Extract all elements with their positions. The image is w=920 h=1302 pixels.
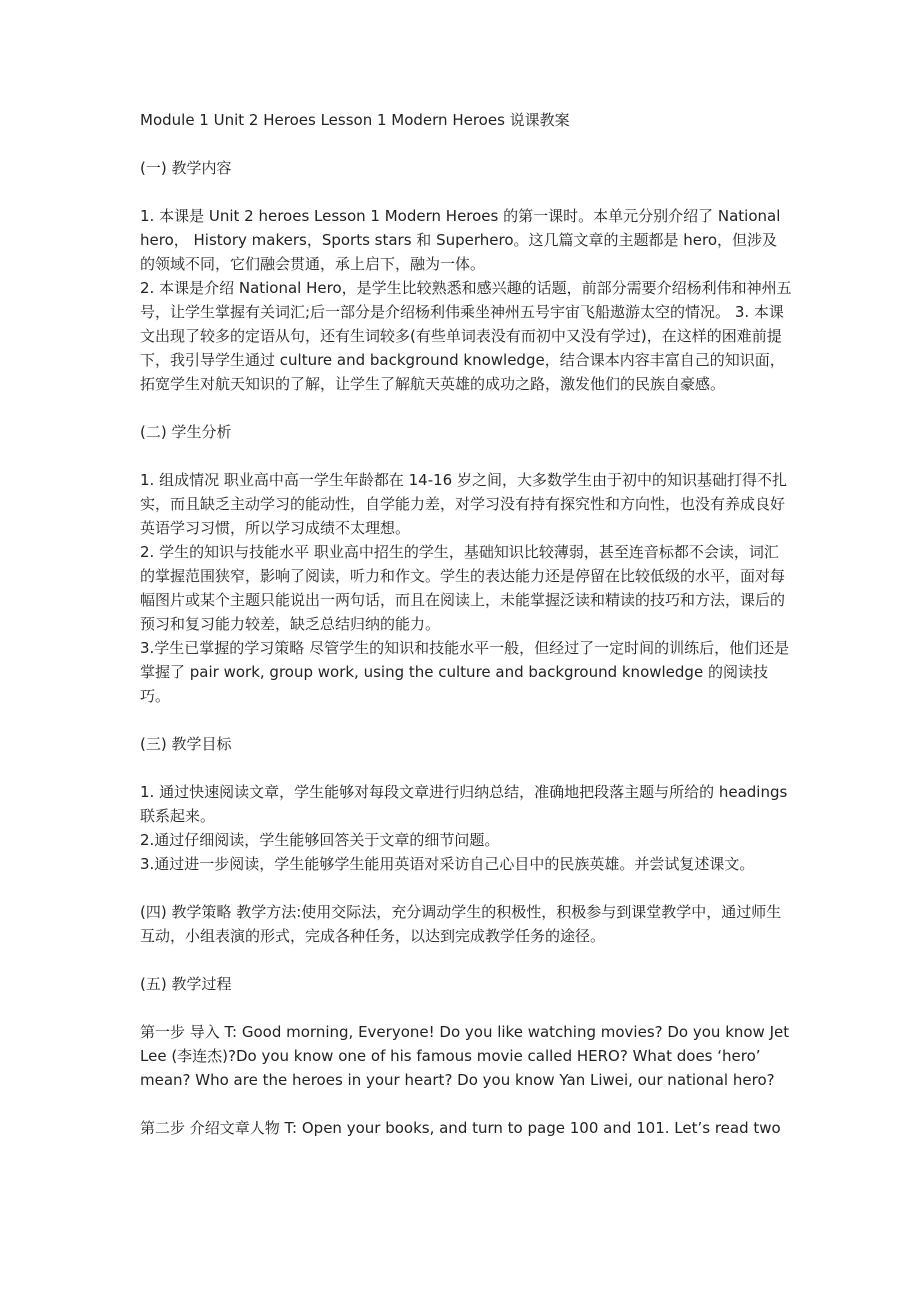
section-heading-students: (二) 学生分析	[140, 423, 232, 441]
section-heading-content: (一) 教学内容	[140, 159, 232, 177]
section-heading-process: (五) 教学过程	[140, 975, 232, 993]
document-title: Module 1 Unit 2 Heroes Lesson 1 Modern Heroes 说课教案	[140, 111, 570, 129]
strategy-paragraph: (四) 教学策略 教学方法:使用交际法，充分调动学生的积极性，积极参与到课堂教学中，通过师生互动，小组表演的形式，完成各种任务，以达到完成教学任务的途径。	[140, 903, 782, 945]
goals-paragraph-2: 2.通过仔细阅读，学生能够回答关于文章的细节问题。	[140, 831, 500, 849]
students-paragraph-1: 1. 组成情况 职业高中高一学生年龄都在 14-16 岁之间，大多数学生由于初中的知识基础打得不扎实，而且缺乏主动学习的能动性，自学能力差，对学习没有持有探究性和方向性，也没有养成良好英语学习习惯，所以学习成绩不太理想。	[140, 471, 787, 537]
goals-paragraph-1: 1. 通过快速阅读文章，学生能够对每段文章进行归纳总结，准确地把段落主题与所给的 headings 联系起来。	[140, 783, 788, 825]
students-paragraph-3: 3.学生已掌握的学习策略 尽管学生的知识和技能水平一般，但经过了一定时间的训练后，他们还是掌握了 pair work, group work, using the culture and background knowledge 的阅读技巧。	[140, 639, 790, 705]
process-step-1: 第一步 导入 T: Good morning, Everyone! Do you like watching movies? Do you know Jet Lee (李连杰)?Do you know one of his famous movie called HERO? What does ‘hero’ mean? Who are the heroes in your heart? Do you know Yan Liwei, our national hero?	[140, 1023, 790, 1089]
students-paragraph-2: 2. 学生的知识与技能水平 职业高中招生的学生，基础知识比较薄弱，甚至连音标都不会读，词汇的掌握范围狭窄，影响了阅读，听力和作文。学生的表达能力还是停留在比较低级的水平，面对每幅图片或某个主题只能说出一两句话，而且在阅读上，未能掌握泛读和精读的技巧和方法，课后的预习和复习能力较差，缺乏总结归纳的能力。	[140, 543, 786, 633]
document-body	[140, 108, 792, 1140]
section-heading-goals: (三) 教学目标	[140, 735, 232, 753]
content-paragraph-2: 2. 本课是介绍 National Hero，是学生比较熟悉和感兴趣的话题，前部分需要介绍杨利伟和神州五号，让学生掌握有关词汇;后一部分是介绍杨利伟乘坐神州五号宇宙飞船遨游太空的情况。 3. 本课文出现了较多的定语从句，还有生词较多(有些单词表没有而初中又没有学过)，在这样的困难前提下，我引导学生通过 culture and background knowledge，结合课本内容丰富自己的知识面，拓宽学生对航天知识的了解，让学生了解航天英雄的成功之路，激发他们的民族自豪感。	[140, 279, 792, 393]
content-paragraph-1: 1. 本课是 Unit 2 heroes Lesson 1 Modern Heroes 的第一课时。本单元分别介绍了 National hero， History makers，Sports stars 和 Superhero。这几篇文章的主题都是 hero，但涉及的领域不同，它们融会贯通，承上启下，融为一体。	[140, 207, 781, 273]
goals-paragraph-3: 3.通过进一步阅读，学生能够学生能用英语对采访自己心目中的民族英雄。并尝试复述课文。	[140, 855, 755, 873]
process-step-2: 第二步 介绍文章人物 T: Open your books, and turn to page 100 and 101. Let’s read two	[140, 1119, 781, 1137]
